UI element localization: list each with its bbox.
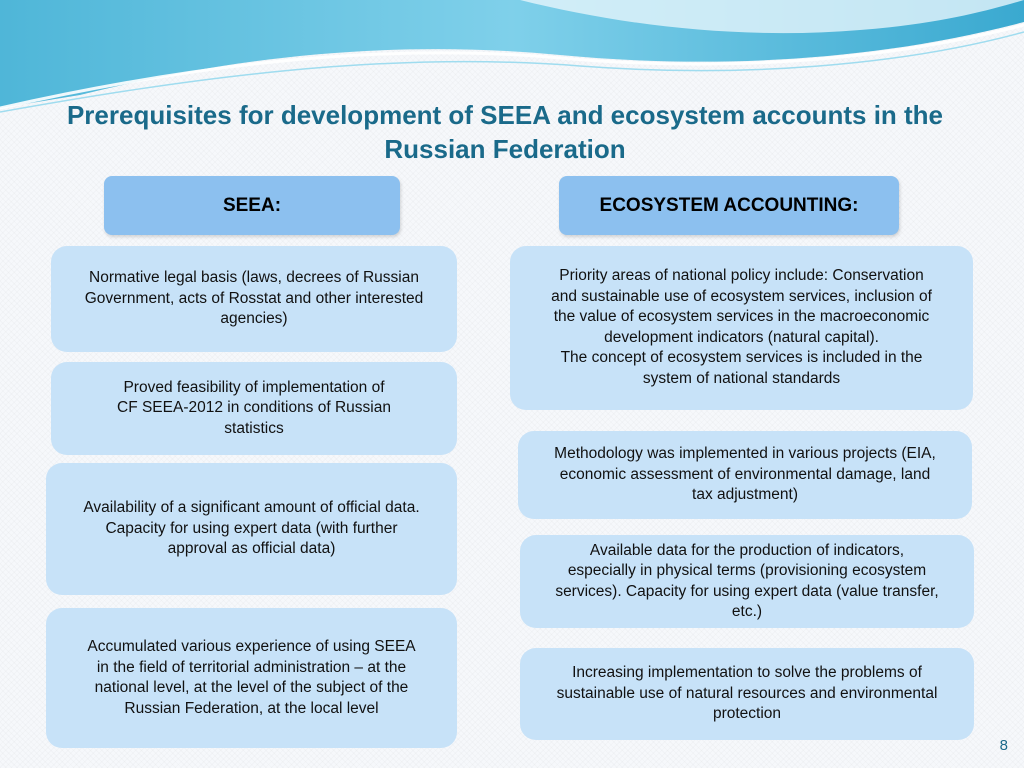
- page-number: 8: [999, 737, 1008, 754]
- seea-item-feasibility: Proved feasibility of implementation of CF SEEA-2012 in conditions of Russian statistics: [51, 362, 457, 455]
- seea-header: SEEA:: [104, 176, 400, 235]
- eco-item-implementation: Increasing implementation to solve the problems of sustainable use of natural resources and environmental protection: [520, 648, 974, 740]
- eco-item-policy: Priority areas of national policy include: Conservation and sustainable use of ecosystem services, inclusion of the value of ecosystem services in the macroeconomic development indicators (natural capital). The concept of ecosystem services is included in the system of national standards: [510, 246, 973, 410]
- seea-item-legal-basis: Normative legal basis (laws, decrees of Russian Government, acts of Rosstat and other interested agencies): [51, 246, 457, 352]
- eco-item-available-data: Available data for the production of indicators, especially in physical terms (provisioning ecosystem services). Capacity for using expert data (value transfer, etc.): [520, 535, 974, 628]
- seea-item-experience: Accumulated various experience of using SEEA in the field of territorial administration – at the national level, at the level of the subject of the Russian Federation, at the local level: [46, 608, 457, 748]
- seea-item-official-data: Availability of a significant amount of official data. Capacity for using expert data (with further approval as official data): [46, 463, 457, 595]
- eco-item-methodology: Methodology was implemented in various projects (EIA, economic assessment of environmental damage, land tax adjustment): [518, 431, 972, 519]
- page-title: Prerequisites for development of SEEA and ecosystem accounts in the Russian Federation: [66, 100, 944, 164]
- ecosystem-accounting-header: ECOSYSTEM ACCOUNTING:: [559, 176, 899, 235]
